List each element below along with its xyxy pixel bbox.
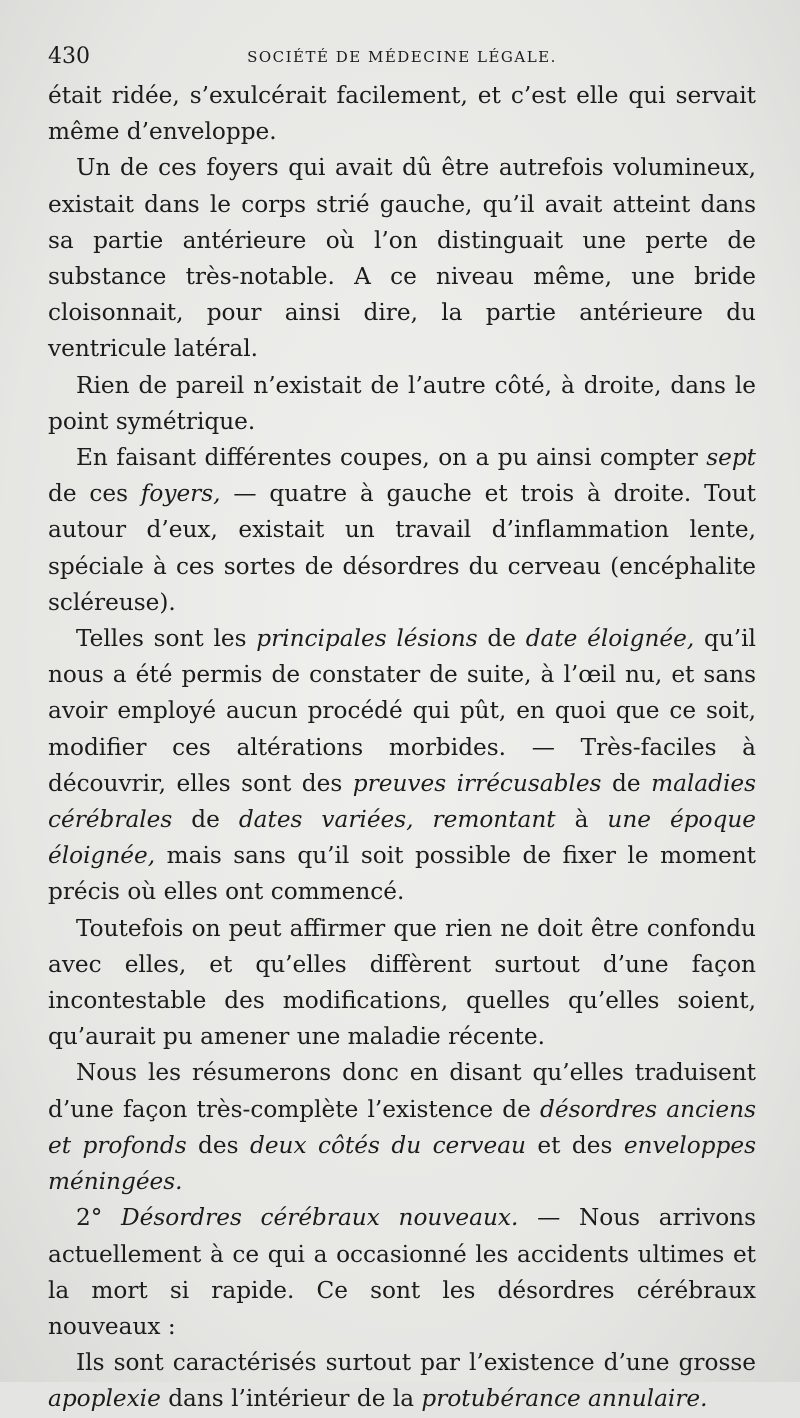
text-run: — Nous arrivons actuellement à ce qui a occasionné les accidents ultimes et la mort si rapide. Ce sont les désordres cérébraux nouveaux : [48,1204,757,1340]
text-run: Un de ces foyers qui avait dû être autrefois volumineux, existait dans le corps strié gauche, qu’il avait atteint dans sa partie antérieure où l’on distinguait une perte de substance très-notable. A ce niveau même, une bride cloisonnait, pour ainsi dire, la partie antérieure du ventricule latéral. [48,154,756,363]
italic-text: sept [706,444,756,472]
text-run: qu’il nous a été permis de constater de suite, à l’œil nu, et sans avoir employé aucun procédé qui pût, en quoi que ce soit, modifier ces altérations morbides. — Très-faciles à découvrir, elles sont des [48,625,756,797]
paragraph [48,150,756,367]
text-run: Rien de pareil n’existait de l’autre côté, à droite, dans le point symétrique. [48,371,756,435]
text-run: de ces [48,480,141,508]
italic-text: principales lésions [256,625,478,653]
page-number: 430 [48,44,90,69]
text-run: était ridée, s’exulcérait facilement, et c’est elle qui servait même d’enveloppe. [48,82,756,146]
paragraph [48,1345,756,1417]
italic-text: apoplexie [48,1385,161,1413]
text-run: dans l’intérieur de la [160,1385,422,1413]
italic-text: date éloignée, [525,625,695,653]
italic-text: Désordres cérébraux nouveaux. [121,1204,519,1232]
paragraph [48,440,756,621]
italic-text: foyers, [140,480,221,508]
text-run: — quatre à gauche et trois à droite. Tout autour d’eux, existait un travail d’inflammation lente, spéciale à ces sortes de désordres du cerveau (encéphalite scléreuse). [48,480,756,616]
text-run: Nous les résumerons donc en disant qu’elles traduisent d’une façon très-complète l’existence de [48,1059,756,1123]
italic-text: protubérance annulaire. [421,1385,708,1413]
italic-text: désordres anciens et profonds [48,1095,756,1159]
italic-text: deux côtés du cerveau [249,1131,526,1159]
text-run: et des [525,1131,624,1159]
paragraph [48,78,756,150]
text-run: de [477,625,526,653]
text-run: Ils sont caractérisés surtout par l’existence d’une grosse [76,1349,756,1377]
italic-text: enveloppes méningées. [48,1131,756,1196]
text-run: à [555,806,608,834]
text-run: mais sans qu’il soit possible de fixer le moment précis où elles ont commencé. [48,842,756,906]
paragraph [48,621,756,911]
paragraph [48,368,756,440]
paragraph [48,1200,756,1345]
text-run: 2° [76,1204,122,1232]
italic-text: maladies cérébrales [48,769,757,834]
text-run: des [186,1131,250,1159]
italic-text: une époque éloignée, [48,806,756,870]
text-run: Telles sont les [76,625,257,653]
running-head: SOCIÉTÉ DE MÉDECINE LÉGALE. [247,48,557,66]
italic-text: preuves irrécusables [352,769,602,797]
page-header [48,38,756,78]
italic-text: dates variées, remontant [238,806,556,834]
text-run: Toutefois on peut affirmer que rien ne doit être confondu avec elles, et qu’elles diffèrent surtout d’une façon incontestable des modifications, quelles qu’elles soient, qu’aurait pu amener une maladie récente. [48,914,756,1051]
body-text [48,78,756,1418]
text-run: de [601,769,652,797]
paragraph [48,911,756,1056]
text-run: En faisant différentes coupes, on a pu ainsi compter [76,444,707,472]
paragraph [48,1055,756,1200]
text-run: de [172,806,239,834]
